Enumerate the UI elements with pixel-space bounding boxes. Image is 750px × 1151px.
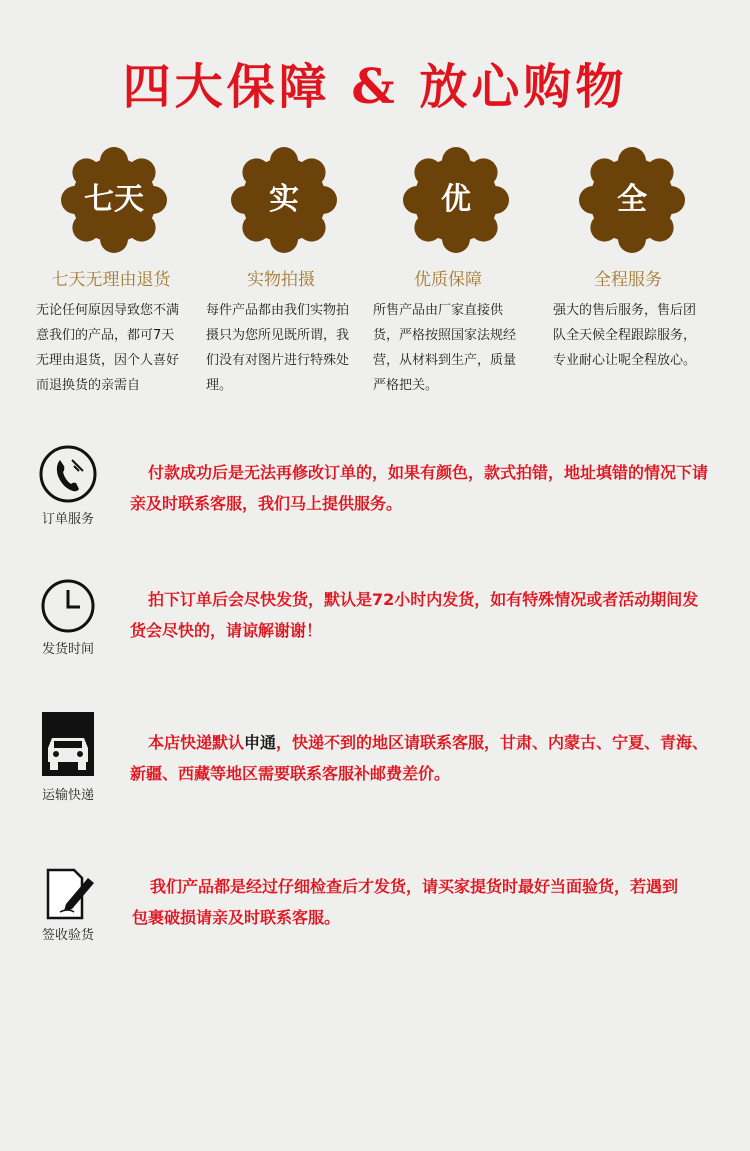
feature-title: 七天无理由退货 <box>51 270 171 290</box>
shipping-block <box>28 712 108 803</box>
inspection-text: 我们产品都是经过仔细检查后才发货，请买家提货时最好当面验货，若遇到包裹破损请亲及时联系客服。 <box>132 877 679 927</box>
order-service-block <box>28 444 108 527</box>
truck-icon <box>40 712 96 780</box>
page-title: 四大保障 & 放心购物 <box>122 59 628 115</box>
feature-description: 强大的售后服务，售后团队全天候全程跟踪服务，专业耐心让呢全程放心。 <box>553 303 697 368</box>
icon-label: 订单服务 <box>41 512 94 527</box>
phone-icon <box>38 444 98 504</box>
icon-label: 运输快递 <box>41 788 94 803</box>
shipping-text-after: ，快递不到的地区请联系客服，甘肃、内蒙古、宁夏、青海、新疆、西藏等地区需要联系客服补邮费差价。 <box>130 733 709 783</box>
feature-badge <box>577 145 723 255</box>
order-service-text: 付款成功后是无法再修改订单的，如果有颜色，款式拍错，地址填错的情况下请亲及时联系客服，我们马上提供服务。 <box>130 463 709 513</box>
icon-label: 签收验货 <box>41 928 94 943</box>
shipping-text-before: 本店快递默认 <box>148 733 245 752</box>
feature-real-photos <box>206 145 376 398</box>
shipping-text <box>130 727 710 789</box>
delivery-time-text: 拍下订单后会尽快发货，默认是72小时内发货，如有特殊情况或者活动期间发货会尽快的，请谅解谢谢！ <box>130 590 699 640</box>
feature-title: 全程服务 <box>594 270 662 290</box>
courier-name: 申通 <box>244 733 277 752</box>
feature-badge <box>59 145 206 255</box>
feature-badge <box>401 145 543 255</box>
icon-label: 发货时间 <box>41 642 94 657</box>
feature-title: 实物拍摄 <box>247 270 315 290</box>
badge-text: 优 <box>441 182 471 217</box>
feature-full-service <box>553 145 723 373</box>
badge-text: 全 <box>617 182 647 217</box>
feature-quality-assurance <box>373 145 543 398</box>
badge-text: 实 <box>269 182 299 217</box>
clock-icon <box>38 578 98 634</box>
feature-badge <box>229 145 376 255</box>
sign-document-icon <box>38 868 98 920</box>
feature-title: 优质保障 <box>414 270 482 290</box>
feature-description: 每件产品都由我们实物拍摄只为您所见既所谓，我们没有对图片进行特殊处理。 <box>206 303 350 393</box>
inspection-block <box>28 868 108 943</box>
badge-text: 七天 <box>84 182 144 217</box>
feature-description: 无论任何原因导致您不满意我们的产品，都可7天无理由退货，因个人喜好而退换货的亲需自 <box>36 303 180 393</box>
feature-seven-day-return <box>36 145 206 398</box>
delivery-time-block <box>28 578 108 657</box>
feature-description: 所售产品由厂家直接供货，严格按照国家法规经营，从材料到生产，质量严格把关。 <box>373 303 517 393</box>
